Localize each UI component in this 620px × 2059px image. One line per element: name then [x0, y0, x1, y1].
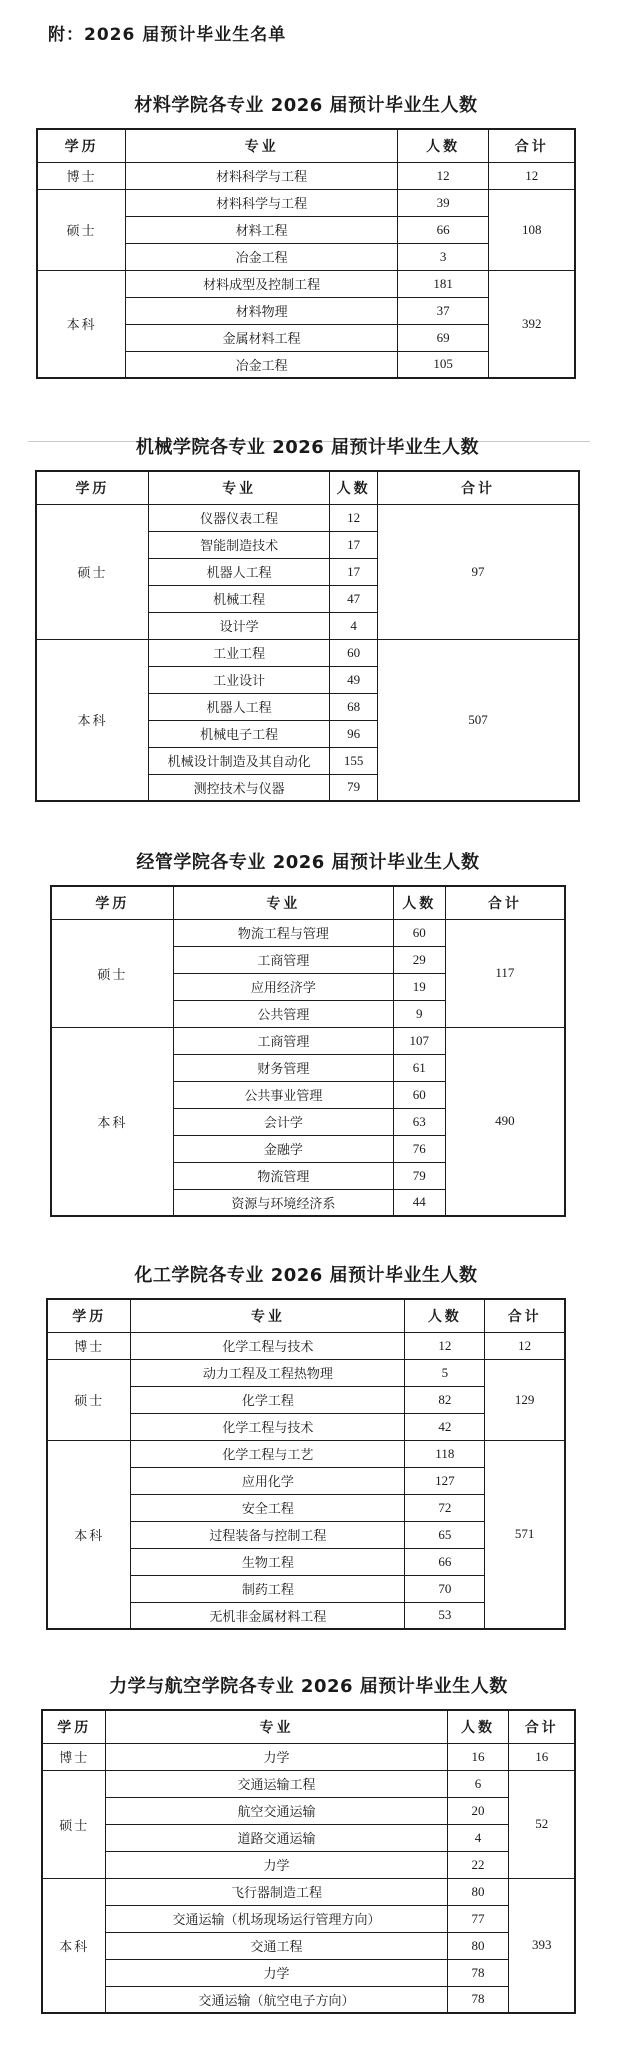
count-cell: 78	[447, 1959, 509, 1986]
degree-cell: 本科	[37, 270, 126, 378]
count-cell: 12	[330, 504, 378, 531]
graduates-table	[46, 1298, 566, 1630]
count-cell: 61	[393, 1054, 445, 1081]
major-cell: 材料科学与工程	[126, 162, 398, 189]
document-title: 附：2026 届预计毕业生名单	[48, 25, 287, 45]
col-header-major: 专业	[131, 1299, 405, 1332]
major-cell: 工商管理	[173, 946, 393, 973]
count-cell: 181	[397, 270, 488, 297]
major-cell: 机器人工程	[148, 558, 329, 585]
count-cell: 65	[405, 1521, 485, 1548]
table-row	[37, 270, 575, 297]
table-row	[42, 1932, 575, 1959]
major-cell: 物流工程与管理	[173, 919, 393, 946]
count-cell: 68	[330, 693, 378, 720]
major-cell: 应用经济学	[173, 973, 393, 1000]
major-cell: 机械工程	[148, 585, 329, 612]
count-cell: 70	[405, 1575, 485, 1602]
count-cell: 20	[447, 1797, 509, 1824]
col-header-total: 合计	[485, 1299, 565, 1332]
col-header-degree: 学历	[47, 1299, 131, 1332]
major-cell: 无机非金属材料工程	[131, 1602, 405, 1629]
count-cell: 60	[393, 919, 445, 946]
major-cell: 公共事业管理	[173, 1081, 393, 1108]
col-header-major: 专业	[106, 1710, 447, 1743]
table-row	[42, 1905, 575, 1932]
col-header-count: 人数	[397, 129, 488, 162]
total-cell: 392	[489, 270, 575, 378]
col-header-total: 合计	[509, 1710, 575, 1743]
count-cell: 77	[447, 1905, 509, 1932]
table-row	[42, 1878, 575, 1905]
major-cell: 安全工程	[131, 1494, 405, 1521]
degree-cell: 博士	[42, 1743, 106, 1770]
table-title: 机械学院各专业 2026 届预计毕业生人数	[135, 437, 480, 458]
table-section-materials	[36, 93, 576, 379]
major-cell: 飞行器制造工程	[106, 1878, 447, 1905]
major-cell: 金属材料工程	[126, 324, 398, 351]
count-cell: 6	[447, 1770, 509, 1797]
major-cell: 金融学	[173, 1135, 393, 1162]
count-cell: 78	[447, 1986, 509, 2013]
total-cell: 393	[509, 1878, 575, 2013]
table-title: 经管学院各专业 2026 届预计毕业生人数	[136, 852, 480, 873]
count-cell: 12	[405, 1332, 485, 1359]
table-row	[42, 1770, 575, 1797]
major-cell: 化学工程与技术	[131, 1413, 405, 1440]
major-cell: 交通工程	[106, 1932, 447, 1959]
table-row	[42, 1824, 575, 1851]
table-row	[37, 162, 575, 189]
col-header-degree: 学历	[36, 471, 148, 504]
major-cell: 过程装备与控制工程	[131, 1521, 405, 1548]
count-cell: 17	[330, 531, 378, 558]
total-cell: 12	[485, 1332, 565, 1359]
col-header-degree: 学历	[42, 1710, 106, 1743]
table-row	[42, 1743, 575, 1770]
degree-cell: 硕士	[51, 919, 173, 1027]
table-row	[42, 1851, 575, 1878]
count-cell: 69	[397, 324, 488, 351]
count-cell: 3	[397, 243, 488, 270]
attachment-document	[0, 20, 620, 2059]
major-cell: 应用化学	[131, 1467, 405, 1494]
major-cell: 物流管理	[173, 1162, 393, 1189]
major-cell: 财务管理	[173, 1054, 393, 1081]
header-row	[47, 1299, 565, 1332]
count-cell: 107	[393, 1027, 445, 1054]
count-cell: 60	[393, 1081, 445, 1108]
major-cell: 化学工程与技术	[131, 1332, 405, 1359]
count-cell: 72	[405, 1494, 485, 1521]
graduates-table	[50, 885, 566, 1217]
count-cell: 53	[405, 1602, 485, 1629]
col-header-total: 合计	[445, 886, 565, 919]
count-cell: 60	[330, 639, 378, 666]
header-row	[37, 129, 575, 162]
count-cell: 127	[405, 1467, 485, 1494]
col-header-major: 专业	[126, 129, 398, 162]
col-header-total: 合计	[489, 129, 575, 162]
count-cell: 4	[330, 612, 378, 639]
total-cell: 52	[509, 1770, 575, 1878]
count-cell: 12	[397, 162, 488, 189]
table-row	[36, 639, 579, 666]
degree-cell: 硕士	[36, 504, 148, 639]
count-cell: 4	[447, 1824, 509, 1851]
major-cell: 生物工程	[131, 1548, 405, 1575]
major-cell: 材料成型及控制工程	[126, 270, 398, 297]
count-cell: 80	[447, 1932, 509, 1959]
col-header-count: 人数	[330, 471, 378, 504]
major-cell: 机械设计制造及其自动化	[148, 747, 329, 774]
graduates-table	[35, 470, 580, 802]
table-section-chemical	[46, 1263, 566, 1630]
col-header-major: 专业	[148, 471, 329, 504]
degree-cell: 博士	[37, 162, 126, 189]
table-row	[51, 1027, 565, 1054]
degree-cell: 本科	[51, 1027, 173, 1216]
major-cell: 航空交通运输	[106, 1797, 447, 1824]
header-row	[36, 471, 579, 504]
total-cell: 108	[489, 189, 575, 270]
degree-cell: 本科	[36, 639, 148, 801]
major-cell: 化学工程	[131, 1386, 405, 1413]
total-cell: 97	[378, 504, 579, 639]
total-cell: 490	[445, 1027, 565, 1216]
degree-cell: 硕士	[47, 1359, 131, 1440]
count-cell: 82	[405, 1386, 485, 1413]
major-cell: 工业工程	[148, 639, 329, 666]
table-section-mechanical	[35, 435, 580, 802]
graduates-table	[36, 128, 576, 379]
table-row	[37, 189, 575, 216]
count-cell: 17	[330, 558, 378, 585]
table-title: 化工学院各专业 2026 届预计毕业生人数	[134, 1265, 478, 1286]
major-cell: 资源与环境经济系	[173, 1189, 393, 1216]
col-header-degree: 学历	[37, 129, 126, 162]
major-cell: 力学	[106, 1959, 447, 1986]
table-row	[42, 1797, 575, 1824]
col-header-major: 专业	[173, 886, 393, 919]
major-cell: 工商管理	[173, 1027, 393, 1054]
table-row	[51, 919, 565, 946]
header-row	[51, 886, 565, 919]
major-cell: 道路交通运输	[106, 1824, 447, 1851]
table-title: 力学与航空学院各专业 2026 届预计毕业生人数	[109, 1676, 508, 1697]
table-section-mechanics-aerospace	[41, 1674, 576, 2014]
graduates-table	[41, 1709, 576, 2014]
degree-cell: 本科	[47, 1440, 131, 1629]
count-cell: 79	[393, 1162, 445, 1189]
major-cell: 机械电子工程	[148, 720, 329, 747]
table-row	[47, 1359, 565, 1386]
count-cell: 118	[405, 1440, 485, 1467]
major-cell: 材料物理	[126, 297, 398, 324]
table-row	[42, 1959, 575, 1986]
major-cell: 工业设计	[148, 666, 329, 693]
count-cell: 9	[393, 1000, 445, 1027]
count-cell: 96	[330, 720, 378, 747]
major-cell: 智能制造技术	[148, 531, 329, 558]
count-cell: 44	[393, 1189, 445, 1216]
header-row	[42, 1710, 575, 1743]
table-row	[47, 1332, 565, 1359]
col-header-degree: 学历	[51, 886, 173, 919]
col-header-count: 人数	[393, 886, 445, 919]
major-cell: 仪器仪表工程	[148, 504, 329, 531]
count-cell: 5	[405, 1359, 485, 1386]
major-cell: 机器人工程	[148, 693, 329, 720]
count-cell: 29	[393, 946, 445, 973]
major-cell: 设计学	[148, 612, 329, 639]
major-cell: 制药工程	[131, 1575, 405, 1602]
count-cell: 19	[393, 973, 445, 1000]
degree-cell: 硕士	[37, 189, 126, 270]
major-cell: 材料工程	[126, 216, 398, 243]
major-cell: 化学工程与工艺	[131, 1440, 405, 1467]
table-row	[36, 504, 579, 531]
total-cell: 129	[485, 1359, 565, 1440]
count-cell: 42	[405, 1413, 485, 1440]
count-cell: 63	[393, 1108, 445, 1135]
table-row	[42, 1986, 575, 2013]
count-cell: 80	[447, 1878, 509, 1905]
count-cell: 76	[393, 1135, 445, 1162]
degree-cell: 本科	[42, 1878, 106, 2013]
table-row	[47, 1440, 565, 1467]
total-cell: 117	[445, 919, 565, 1027]
count-cell: 155	[330, 747, 378, 774]
major-cell: 力学	[106, 1851, 447, 1878]
total-cell: 12	[489, 162, 575, 189]
col-header-count: 人数	[405, 1299, 485, 1332]
major-cell: 力学	[106, 1743, 447, 1770]
count-cell: 66	[405, 1548, 485, 1575]
count-cell: 66	[397, 216, 488, 243]
major-cell: 交通运输（机场现场运行管理方向）	[106, 1905, 447, 1932]
col-header-total: 合计	[378, 471, 579, 504]
count-cell: 79	[330, 774, 378, 801]
col-header-count: 人数	[447, 1710, 509, 1743]
degree-cell: 硕士	[42, 1770, 106, 1878]
count-cell: 39	[397, 189, 488, 216]
major-cell: 交通运输工程	[106, 1770, 447, 1797]
major-cell: 材料科学与工程	[126, 189, 398, 216]
major-cell: 会计学	[173, 1108, 393, 1135]
count-cell: 16	[447, 1743, 509, 1770]
total-cell: 16	[509, 1743, 575, 1770]
count-cell: 22	[447, 1851, 509, 1878]
major-cell: 交通运输（航空电子方向）	[106, 1986, 447, 2013]
total-cell: 507	[378, 639, 579, 801]
total-cell: 571	[485, 1440, 565, 1629]
major-cell: 冶金工程	[126, 351, 398, 378]
count-cell: 49	[330, 666, 378, 693]
table-title: 材料学院各专业 2026 届预计毕业生人数	[134, 95, 478, 116]
count-cell: 105	[397, 351, 488, 378]
table-section-econ-management	[50, 850, 566, 1217]
count-cell: 47	[330, 585, 378, 612]
major-cell: 冶金工程	[126, 243, 398, 270]
major-cell: 测控技术与仪器	[148, 774, 329, 801]
major-cell: 动力工程及工程热物理	[131, 1359, 405, 1386]
count-cell: 37	[397, 297, 488, 324]
major-cell: 公共管理	[173, 1000, 393, 1027]
degree-cell: 博士	[47, 1332, 131, 1359]
